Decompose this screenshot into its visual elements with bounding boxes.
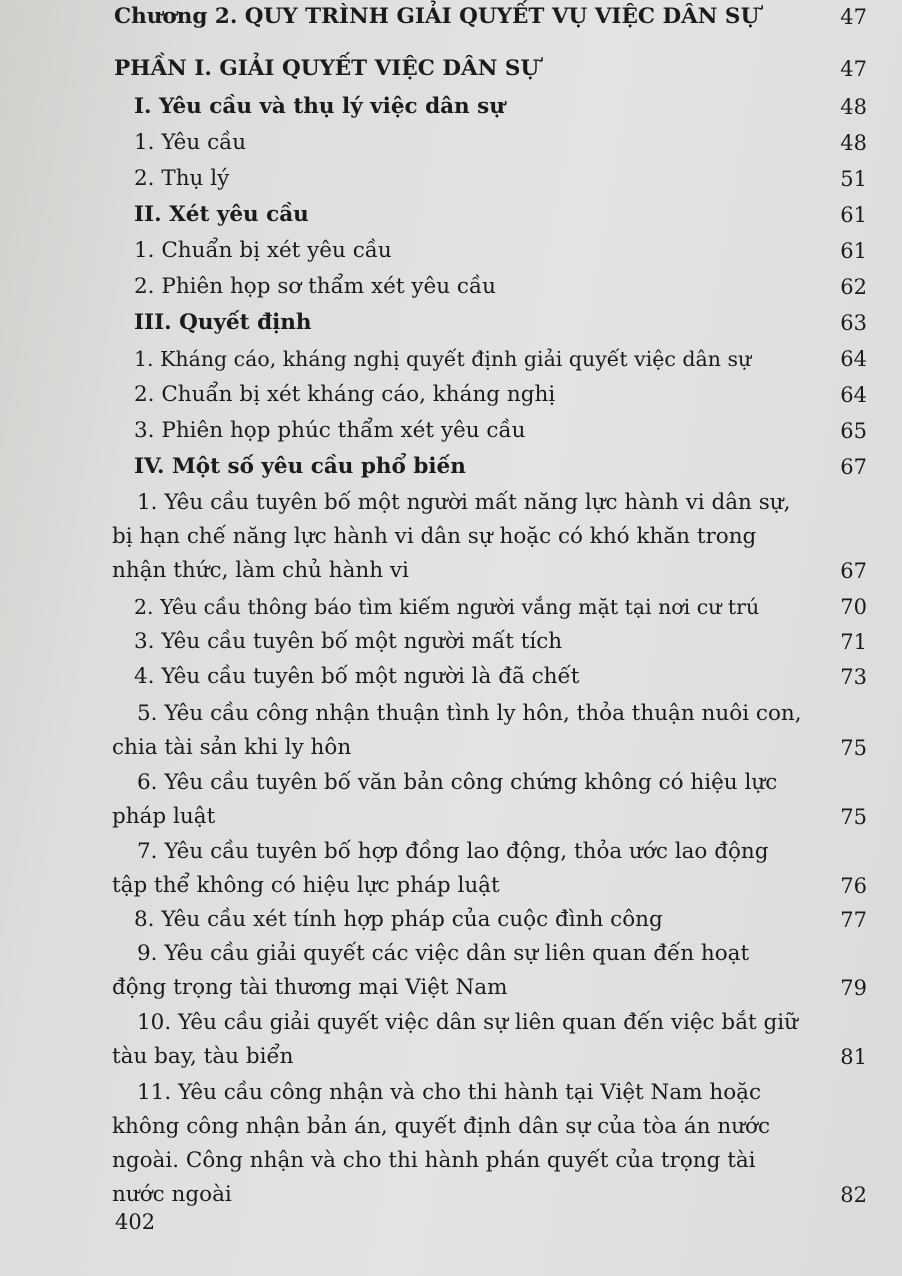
toc-entry-title: 3. Yêu cầu tuyên bố một người mất tích — [134, 629, 563, 654]
toc-entry — [112, 234, 867, 268]
toc-entry-page: 61 — [840, 203, 867, 227]
toc-entry — [112, 270, 867, 304]
toc-entry-page: 61 — [840, 239, 867, 263]
toc-entry-title: III. Quyết định — [134, 310, 312, 335]
toc-entry — [112, 414, 867, 448]
toc-entry-page: 48 — [840, 131, 867, 155]
toc-entry-page: 77 — [840, 908, 867, 932]
toc-entry-chapter-2 — [112, 0, 867, 34]
toc-entry-page: 47 — [840, 5, 867, 29]
toc-entry — [112, 766, 867, 834]
toc-entry-title: Chương 2. QUY TRÌNH GIẢI QUYẾT VỤ VIỆC DÂN SỰ — [114, 4, 760, 29]
toc-entry-title: 2. Thụ lý — [134, 166, 230, 191]
toc-entry-page: 71 — [840, 630, 867, 654]
toc-entry — [112, 1006, 867, 1074]
toc-entry — [112, 486, 867, 588]
toc-entry-title: I. Yêu cầu và thụ lý việc dân sự — [134, 94, 505, 119]
toc-entry-part-1 — [112, 52, 867, 86]
toc-entry-title: 5. Yêu cầu công nhận thuận tình ly hôn, thỏa thuận nuôi con, chia tài sản khi ly hôn — [112, 701, 802, 760]
toc-entry-section-2 — [112, 198, 867, 232]
toc-entry-page: 70 — [840, 595, 867, 619]
page-number: 402 — [115, 1210, 156, 1234]
toc-entry-title: 2. Chuẩn bị xét kháng cáo, kháng nghị — [134, 382, 556, 407]
toc-entry-title: PHẦN I. GIẢI QUYẾT VIỆC DÂN SỰ — [114, 56, 540, 81]
toc-entry — [112, 625, 867, 659]
toc-entry-title: II. Xét yêu cầu — [134, 202, 309, 227]
toc-entry-title: 1. Chuẩn bị xét yêu cầu — [134, 238, 392, 263]
toc-entry-section-3 — [112, 306, 867, 340]
toc-entry-page: 73 — [840, 665, 867, 689]
toc-entry-title: IV. Một số yêu cầu phổ biến — [134, 454, 466, 479]
toc-entry-title: 10. Yêu cầu giải quyết việc dân sự liên quan đến việc bắt giữ tàu bay, tàu biển — [112, 1010, 798, 1069]
toc-entry-title: 1. Yêu cầu — [134, 130, 247, 155]
toc-entry-page: 47 — [840, 57, 867, 81]
toc-entry — [112, 342, 867, 376]
toc-entry-page: 79 — [840, 976, 867, 1000]
toc-entry-section-4 — [112, 450, 867, 484]
toc-entry — [112, 162, 867, 196]
toc-entry-title: 3. Phiên họp phúc thẩm xét yêu cầu — [134, 418, 526, 443]
toc-entry — [112, 937, 867, 1005]
toc-entry-title: 2. Yêu cầu thông báo tìm kiếm người vắng mặt tại nơi cư trú — [134, 595, 760, 619]
toc-entry-page: 62 — [840, 275, 867, 299]
toc-entry-page: 64 — [840, 347, 867, 371]
toc-entry-page: 51 — [840, 167, 867, 191]
toc-entry-section-1 — [112, 90, 867, 124]
toc-entry-page: 67 — [840, 559, 867, 583]
toc-entry-title: 7. Yêu cầu tuyên bố hợp đồng lao động, thỏa ước lao động tập thể không có hiệu lực pháp luật — [112, 839, 769, 898]
toc-entry-title: 4. Yêu cầu tuyên bố một người là đã chết — [134, 664, 580, 689]
toc-entry-title: 2. Phiên họp sơ thẩm xét yêu cầu — [134, 274, 496, 299]
toc-entry-page: 75 — [840, 805, 867, 829]
toc-entry-title: 11. Yêu cầu công nhận và cho thi hành tại Việt Nam hoặc không công nhận bản án, quyết định dân sự của tòa án nước ngoài. Công nhận và cho thi hành phán quyết của trọng tài nước ngoài — [112, 1080, 771, 1207]
toc-entry — [112, 697, 867, 765]
toc-entry — [112, 126, 867, 160]
toc-entry-title: 6. Yêu cầu tuyên bố văn bản công chứng không có hiệu lực pháp luật — [112, 770, 778, 829]
toc-entry — [112, 378, 867, 412]
toc-entry-title: 1. Kháng cáo, kháng nghị quyết định giải quyết việc dân sự — [134, 347, 752, 371]
toc-entry — [112, 1076, 867, 1212]
toc-entry — [112, 590, 867, 624]
toc-entry — [112, 835, 867, 903]
toc-entry-page: 81 — [840, 1045, 867, 1069]
toc-entry-page: 48 — [840, 95, 867, 119]
toc-entry — [112, 903, 867, 937]
toc-entry-page: 65 — [840, 419, 867, 443]
toc-entry-page: 63 — [840, 311, 867, 335]
toc-entry-title: 8. Yêu cầu xét tính hợp pháp của cuộc đình công — [134, 907, 663, 932]
toc-entry-page: 67 — [840, 455, 867, 479]
toc-entry-page: 76 — [840, 874, 867, 898]
toc-entry — [112, 660, 867, 694]
toc-entry-page: 64 — [840, 383, 867, 407]
toc-entry-title: 9. Yêu cầu giải quyết các việc dân sự liên quan đến hoạt động trọng tài thương mại Việt Nam — [112, 941, 750, 1000]
toc-entry-page: 75 — [840, 736, 867, 760]
toc-entry-title: 1. Yêu cầu tuyên bố một người mất năng lực hành vi dân sự, bị hạn chế năng lực hành vi dân sự hoặc có khó khăn trong nhận thức, làm chủ hành vi — [112, 490, 791, 583]
toc-entry-page: 82 — [840, 1183, 867, 1207]
